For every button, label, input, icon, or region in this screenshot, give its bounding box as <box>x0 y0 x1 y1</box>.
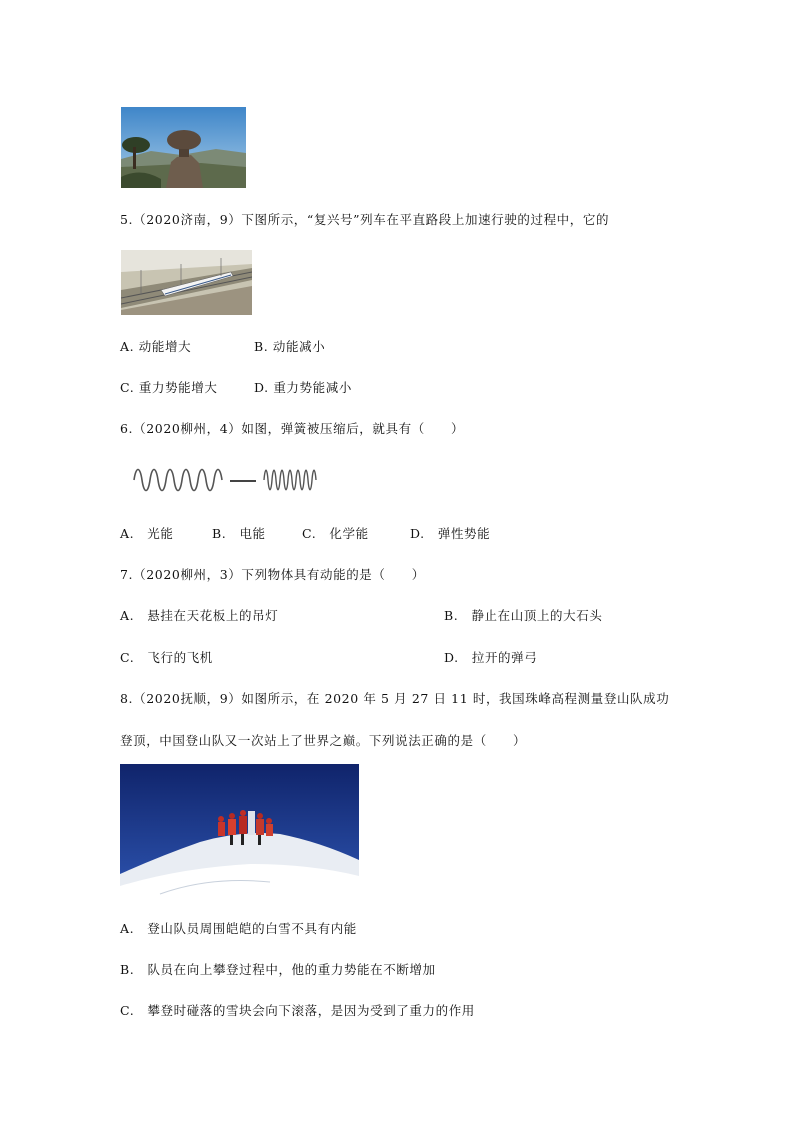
q5-option-d: D. 重力势能减小 <box>254 380 352 395</box>
q6-option-b: B. 电能 <box>212 526 266 541</box>
question-6-stem: 6.（2020柳州，4）如图，弹簧被压缩后，就具有（ ） <box>120 421 465 436</box>
q7-option-c: C. 飞行的飞机 <box>120 650 213 665</box>
q8-option-c: C. 攀登时碰落的雪块会向下滚落，是因为受到了重力的作用 <box>120 1003 475 1018</box>
question-8-stem-line1: 8.（2020抚顺，9）如图所示，在 2020 年 5 月 27 日 11 时，我国珠峰高程测量登山队成功 <box>120 691 670 706</box>
q6-option-c: C. 化学能 <box>302 526 369 541</box>
balancing-rock-image <box>121 107 246 188</box>
q6-option-d: D. 弹性势能 <box>410 526 491 541</box>
q8-option-b: B. 队员在向上攀登过程中，他的重力势能在不断增加 <box>120 962 436 977</box>
q7-option-d: D. 拉开的弹弓 <box>444 650 538 665</box>
question-8-stem-line2: 登顶，中国登山队又一次站上了世界之巅。下列说法正确的是（ ） <box>120 733 527 748</box>
q8-option-a: A. 登山队员周围皑皑的白雪不具有内能 <box>120 921 357 936</box>
q7-option-b: B. 静止在山顶上的大石头 <box>444 608 603 623</box>
q6-option-a: A. 光能 <box>120 526 174 541</box>
spring-compression-image <box>130 462 320 498</box>
everest-summit-image <box>120 764 359 904</box>
question-7-stem: 7.（2020柳州，3）下列物体具有动能的是（ ） <box>120 567 425 582</box>
q5-option-c: C. 重力势能增大 <box>120 380 218 395</box>
q5-option-b: B. 动能减小 <box>254 339 326 354</box>
q7-option-a: A. 悬挂在天花板上的吊灯 <box>120 608 279 623</box>
high-speed-train-image <box>121 250 252 315</box>
q5-option-a: A. 动能增大 <box>120 339 192 354</box>
question-5-stem: 5.（2020济南，9）下图所示，“复兴号”列车在平直路段上加速行驶的过程中，它的 <box>120 212 610 227</box>
